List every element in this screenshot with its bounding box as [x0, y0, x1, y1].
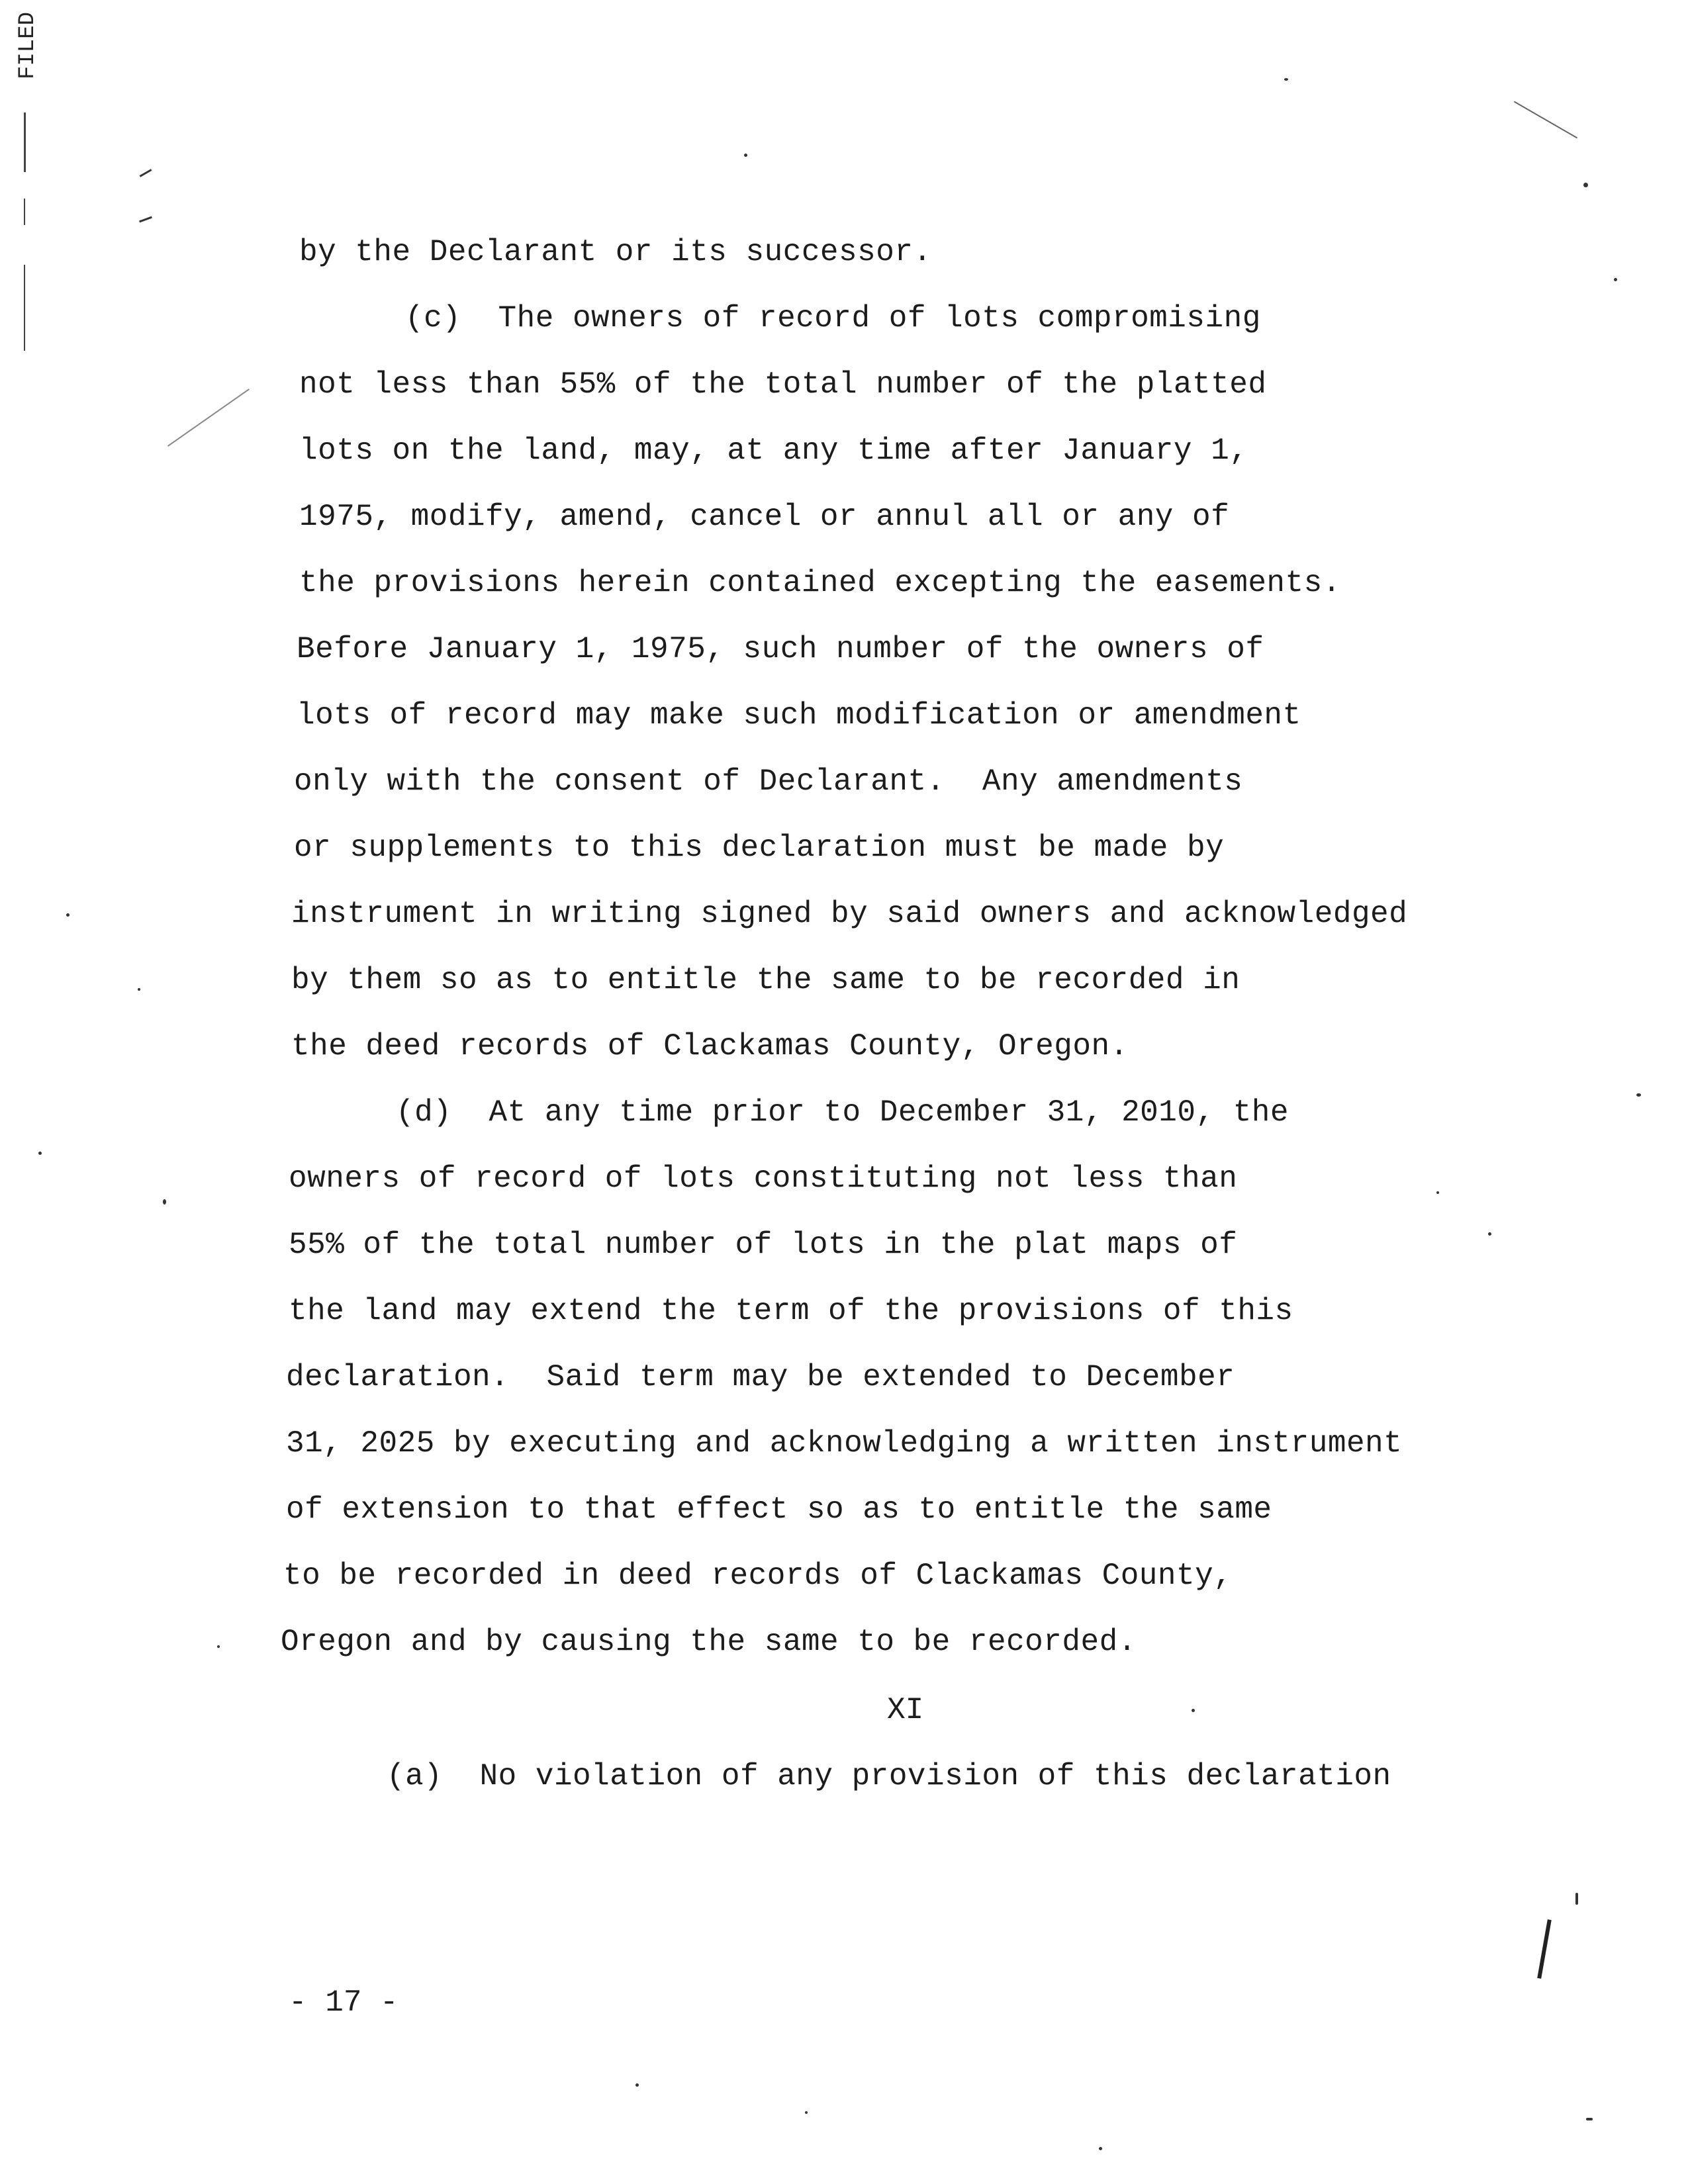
scan-speck — [1284, 78, 1288, 81]
pen-mark — [140, 169, 152, 177]
pen-mark — [167, 388, 250, 447]
text-line: the land may extend the term of the provisions of this — [289, 1294, 1293, 1328]
scan-speck — [1488, 1232, 1491, 1236]
text-line: only with the consent of Declarant. Any amendments — [294, 764, 1243, 799]
text-line: (a) No violation of any provision of this declaration — [387, 1759, 1391, 1794]
scan-speck — [38, 1152, 42, 1155]
scan-speck — [744, 154, 747, 157]
text-line: 55% of the total number of lots in the plat maps of — [289, 1228, 1238, 1262]
text-line: 1975, modify, amend, cancel or annul all or any of — [299, 500, 1230, 534]
text-line: by the Declarant or its successor. — [299, 235, 932, 269]
scan-speck — [1583, 183, 1588, 187]
text-line: Before January 1, 1975, such number of the owners of — [297, 632, 1264, 666]
scan-speck — [805, 2111, 808, 2114]
text-line: the deed records of Clackamas County, Oregon. — [291, 1029, 1129, 1064]
text-line: (c) The owners of record of lots compromising — [405, 301, 1261, 336]
text-line: to be recorded in deed records of Clackamas County, — [283, 1559, 1233, 1593]
pen-mark — [1514, 101, 1577, 139]
edge-scan-line — [24, 265, 25, 351]
scan-speck — [1099, 2147, 1102, 2150]
scan-speck — [138, 988, 140, 991]
text-line: Oregon and by causing the same to be recorded. — [281, 1625, 1137, 1659]
filed-stamp-fragment: FILED — [15, 11, 40, 79]
pen-mark — [139, 216, 152, 223]
text-line: declaration. Said term may be extended to December — [286, 1360, 1235, 1394]
text-line: (d) At any time prior to December 31, 2010, the — [396, 1095, 1289, 1130]
edge-scan-line — [24, 199, 25, 225]
text-line: or supplements to this declaration must be made by — [294, 831, 1225, 865]
scan-speck — [217, 1645, 220, 1648]
scan-speck — [1586, 2118, 1593, 2120]
text-line: owners of record of lots constituting not less than — [289, 1161, 1238, 1196]
scan-speck — [163, 1199, 166, 1205]
text-line: 31, 2025 by executing and acknowledging a written instrument — [286, 1426, 1403, 1461]
text-line: instrument in writing signed by said owners and acknowledged — [291, 897, 1408, 931]
text-line: not less than 55% of the total number of the platted — [299, 367, 1267, 402]
scan-speck — [1636, 1093, 1641, 1097]
scan-speck — [1436, 1191, 1439, 1194]
scan-speck — [1192, 1709, 1195, 1712]
page-number: - 17 - — [289, 1985, 399, 2020]
scan-speck — [635, 2083, 639, 2087]
text-line: lots on the land, may, at any time after January 1, — [299, 433, 1248, 468]
scan-speck — [1575, 1893, 1578, 1905]
scan-speck — [66, 913, 70, 917]
text-line: of extension to that effect so as to entitle the same — [286, 1492, 1272, 1527]
edge-scan-line — [24, 113, 26, 172]
section-heading: XI — [887, 1693, 924, 1727]
text-line: by them so as to entitle the same to be recorded in — [291, 963, 1241, 997]
text-line: lots of record may make such modification or amendment — [297, 698, 1301, 733]
pen-mark — [1537, 1919, 1552, 1979]
text-line: the provisions herein contained excepting the easements. — [299, 566, 1341, 600]
scan-speck — [1614, 278, 1617, 281]
